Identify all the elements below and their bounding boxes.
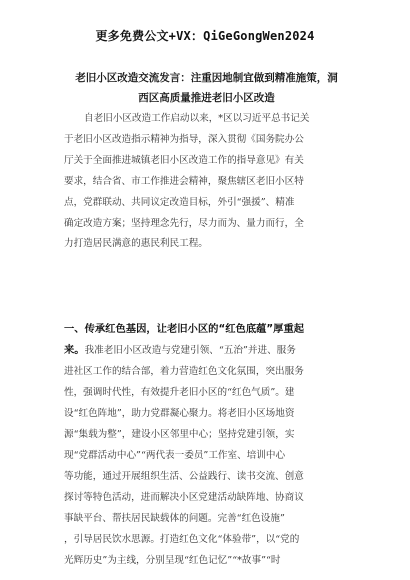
paragraph-line: 点，党群联动、共同议定改造目标，外引“强援”、精准 (64, 196, 295, 208)
paragraph-line: 性，强调时代性，有效提升老旧小区的“红色气质”。建 (64, 387, 295, 398)
paragraph-line: 进社区工作的结合部，着力营造红色文化氛围，突出服务 (64, 366, 304, 377)
title-line: 老旧小区改造交流发言：注重因地制宜做到精准施策，洞 (75, 72, 338, 84)
paragraph-line: 确定改造方案；坚持理念先行，尽力而为、量力而行，全 (64, 217, 304, 229)
paragraph-line: ，引导居民饮水思源。打造红色文化“体验带”，以“党的 (64, 534, 300, 545)
paragraph-line: 要求，结合省、市工作推进会精神，聚焦辖区老旧小区特 (64, 175, 304, 187)
page-header: 更多免费公文+VX：QiGeGongWen2024 (95, 29, 315, 43)
paragraph-line: 现“党群活动中心”“两代表一委员”工作室、培训中心 (64, 450, 286, 461)
section-one (64, 319, 349, 571)
section-heading: 一、传承红色基因，让老旧小区的“红色底蕴”厚重起 (64, 323, 305, 335)
paragraph-line: 厅关于全面推进城镇老旧小区改造工作的指导意见》有关 (64, 154, 304, 166)
section-heading-tail: 来。 (64, 344, 85, 356)
paragraph-line: 探讨等特色活动，进而解决小区党建活动缺阵地、协商议 (64, 492, 304, 503)
paragraph-line: 设“红色阵地”，助力党群凝心聚力。将老旧小区场地资 (64, 408, 295, 419)
paragraph-line (64, 340, 349, 361)
paragraph-line: 等功能，通过开展组织生活、公益践行、读书交流、创意 (64, 471, 304, 482)
title-line: 西区高质量推进老旧小区改造 (138, 92, 275, 104)
intro-paragraph (64, 109, 349, 255)
paragraph-line: 力打造居民满意的惠民利民工程。 (64, 238, 208, 250)
paragraph-text: 我准老旧小区改造与党建引领、“五治”并进、服务 (84, 345, 296, 356)
document-title (64, 68, 349, 108)
paragraph-line: 自老旧小区改造工作启动以来，*区以习近平总书记关 (84, 113, 310, 124)
paragraph-line: 光辉历史”为主线，分别呈现“红色记忆”“*故事”“时 (64, 555, 281, 566)
paragraph-line: 源“集载为整”，建设小区邻里中心；坚持党建引领，实 (64, 429, 295, 440)
paragraph-line: 于老旧小区改造指示精神为指导，深入贯彻《国务院办公 (64, 133, 304, 145)
paragraph-line: 事缺平台、帮扶居民缺载体的问题。完善“红色设施” (64, 513, 285, 524)
